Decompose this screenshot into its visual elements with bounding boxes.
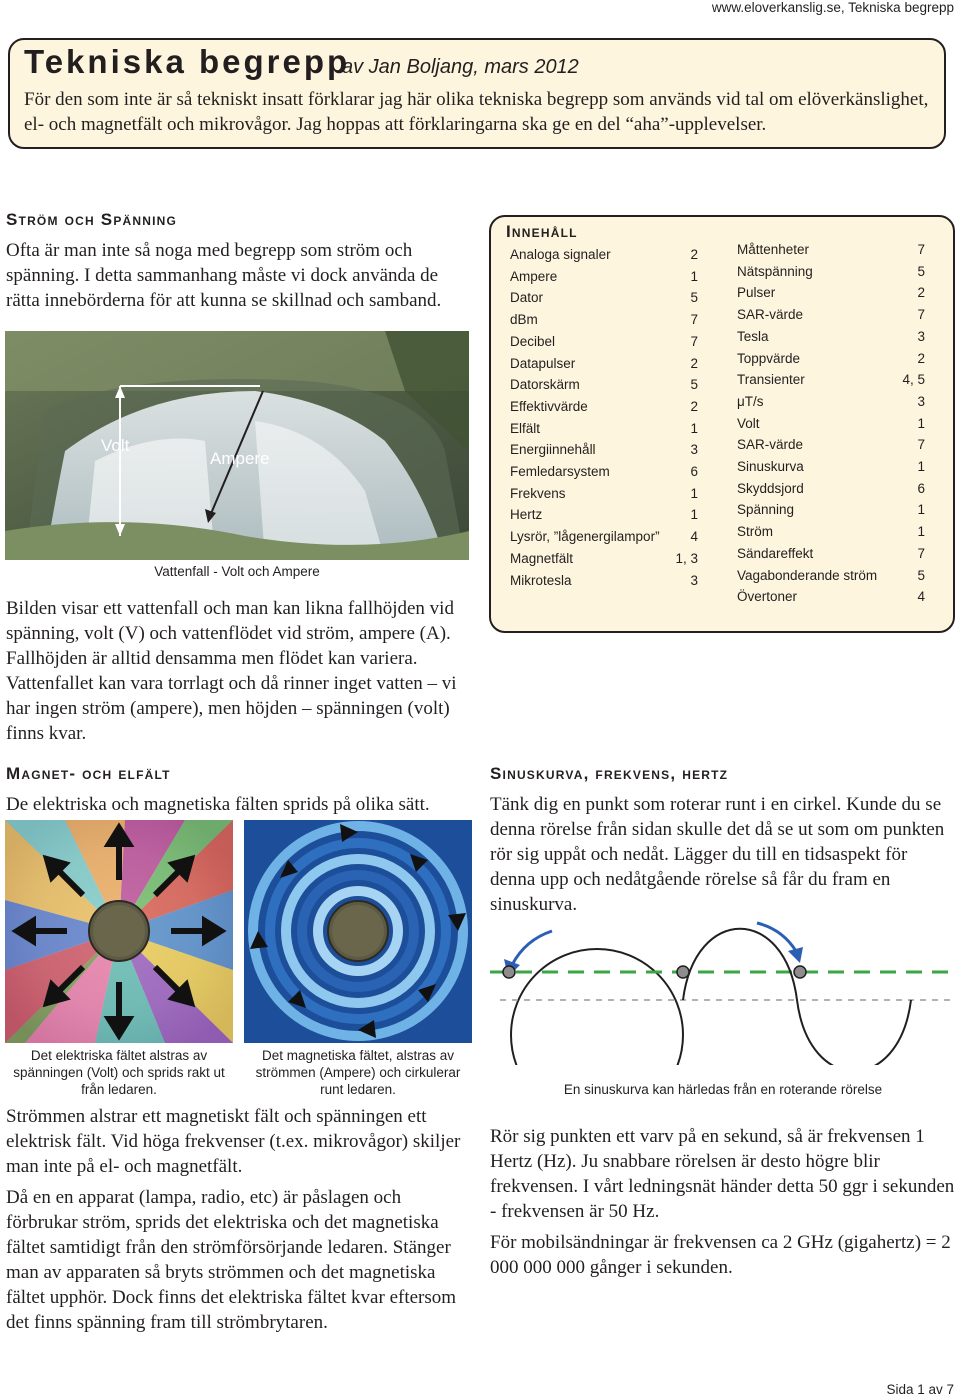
- toc-entry-page: 7: [917, 242, 925, 257]
- section-heading-strom: Ström och Spänning: [6, 210, 178, 229]
- toc-entry[interactable]: [510, 529, 698, 551]
- toc-entry-page: 3: [917, 328, 925, 344]
- toc-entry-page: 1, 3: [675, 550, 698, 566]
- toc-entry-name: Sändareffekt: [737, 545, 814, 561]
- sine-caption: En sinuskurva kan härledas från en roterande rörelse: [563, 1082, 883, 1097]
- waterfall-label-volt: Volt: [101, 436, 130, 455]
- toc-entry-page: 5: [690, 290, 698, 306]
- toc-entry-name: Lysrör, ”lågenergilampor”: [510, 529, 660, 545]
- toc-entry-name: Magnetfält: [510, 550, 574, 566]
- magnet-paragraph-2: Strömmen alstrar ett magnetiskt fält och spänningen ett elektrisk fält. Vid höga frekvenser (t.ex. mikrovågor) skiljer man inte på el- och magnetfält.: [6, 1106, 461, 1177]
- toc-entry[interactable]: [737, 372, 925, 394]
- section-heading-sinus: Sinuskurva, frekvens, hertz: [490, 764, 729, 783]
- toc-entry-name: μT/s: [737, 393, 764, 409]
- toc-entry-name: Pulser: [737, 285, 776, 301]
- toc-entry-page: 4: [690, 529, 698, 545]
- toc-entry-page: 2: [690, 398, 698, 414]
- toc-entry-page: 7: [690, 333, 698, 349]
- toc-entry[interactable]: [737, 242, 925, 264]
- toc-entry[interactable]: [737, 481, 925, 503]
- toc-entry-name: Ampere: [510, 268, 558, 284]
- toc-entry-name: Datorskärm: [510, 377, 580, 393]
- sinus-paragraph-1: Tänk dig en punkt som roterar runt i en cirkel. Kunde du se denna rörelse från sidan skulle det då se ut som om punkten rör sig uppåt och nedåt. Lägger du till en tidsaspekt för denna upp och nedåtgående rörelse så får du fram en sinuskurva.: [490, 794, 945, 915]
- toc-entry[interactable]: [737, 546, 925, 568]
- toc-entry[interactable]: [510, 551, 698, 573]
- toc-entry-page: 5: [917, 567, 925, 583]
- toc-entry-page: 2: [917, 350, 925, 366]
- toc-entry[interactable]: [510, 247, 698, 269]
- toc-left-column: [510, 247, 698, 617]
- toc-entry[interactable]: [510, 486, 698, 508]
- toc-entry-name: Datapulser: [510, 355, 576, 371]
- toc-entry-name: Spänning: [737, 502, 795, 518]
- toc-entry-name: Energiinnehåll: [510, 442, 596, 458]
- toc-entry[interactable]: [737, 285, 925, 307]
- toc-entry-name: Sinuskurva: [737, 459, 804, 474]
- toc-right-column: [737, 242, 925, 622]
- toc-entry-name: Decibel: [510, 333, 556, 349]
- sine-figure: [490, 915, 956, 1065]
- byline: av Jan Boljang, mars 2012: [342, 56, 579, 78]
- toc-entry-name: Måttenheter: [737, 242, 810, 257]
- toc-entry-name: Övertoner: [737, 589, 798, 605]
- page-title: Tekniska begrepp: [24, 43, 351, 80]
- toc-entry[interactable]: [510, 334, 698, 356]
- toc-entry-page: 6: [690, 464, 698, 479]
- electric-field-caption: Det elektriska fältet alstras av spänningen (Volt) och sprids rakt ut från ledaren.: [13, 1048, 225, 1097]
- magnetic-field-image: [244, 820, 472, 1043]
- sinus-paragraph-3: För mobilsändningar är frekvensen ca 2 GHz (gigahertz) = 2 000 000 000 gånger i sekunden.: [490, 1232, 951, 1278]
- toc-entry-name: Toppvärde: [737, 350, 801, 366]
- intro-text: För den som inte är så tekniskt insatt förklarar jag här olika tekniska begrepp som används vid tal om elöverkänslighet, el- och magnetfält och mikrovågor. Jag hoppas att förklaringarna ska ge en del “aha”-upplevelser.: [24, 89, 929, 135]
- sinus-paragraph-2: Rör sig punkten ett varv på en sekund, så är frekvensen 1 Hertz (Hz). Ju snabbare rörelsen är desto högre blir frekvensen. I vårt ledningsnät händer detta 50 ggr i sekunden - frekvensen är 50 Hz.: [490, 1126, 955, 1222]
- toc-entry-page: 7: [690, 312, 698, 328]
- toc-entry-page: 2: [690, 247, 698, 262]
- toc-entry[interactable]: [510, 290, 698, 312]
- toc-entry-page: 4: [917, 589, 925, 605]
- toc-entry[interactable]: [737, 524, 925, 546]
- toc-entry-page: 4, 5: [902, 372, 925, 388]
- toc-entry[interactable]: [510, 356, 698, 378]
- toc-entry-page: 1: [917, 502, 925, 518]
- toc-entry-name: Femledarsystem: [510, 464, 610, 479]
- magnet-paragraph-1: De elektriska och magnetiska fälten sprids på olika sätt.: [6, 794, 430, 815]
- toc-entry-page: 2: [690, 355, 698, 371]
- toc-entry[interactable]: [510, 399, 698, 421]
- waterfall-label-ampere: Ampere: [210, 449, 270, 468]
- toc-entry[interactable]: [737, 437, 925, 459]
- toc-entry[interactable]: [510, 507, 698, 529]
- strom-paragraph-1: Ofta är man inte så noga med begrepp som ström och spänning. I detta sammanhang måste vi dock använda de rätta innebörderna för att kunna se skillnad och samband.: [6, 240, 442, 311]
- toc-entry-page: 1: [690, 507, 698, 523]
- toc-entry[interactable]: [737, 307, 925, 329]
- toc-entry-name: Analoga signaler: [510, 247, 611, 262]
- page-number: Sida 1 av 7: [886, 1382, 954, 1397]
- toc-entry-page: 7: [917, 307, 925, 323]
- toc-entry-name: Volt: [737, 415, 760, 431]
- toc-entry-page: 3: [690, 572, 698, 588]
- toc-entry-name: Skyddsjord: [737, 480, 804, 496]
- toc-entry-name: Dator: [510, 290, 544, 306]
- toc-entry-name: dBm: [510, 312, 538, 328]
- toc-entry-page: 7: [917, 437, 925, 453]
- toc-entry-page: 3: [690, 442, 698, 458]
- toc-entry-page: 1: [690, 268, 698, 284]
- toc-entry-name: Vagabonderande ström: [737, 567, 878, 583]
- header-url-title: www.eloverkanslig.se, Tekniska begrepp: [711, 0, 954, 15]
- toc-entry[interactable]: [737, 329, 925, 351]
- toc-entry[interactable]: [737, 351, 925, 373]
- toc-entry[interactable]: [737, 502, 925, 524]
- toc-entry[interactable]: [510, 269, 698, 291]
- toc-entry-name: Frekvens: [510, 485, 566, 501]
- section-heading-magnet: Magnet- och elfält: [6, 764, 171, 783]
- toc-entry-name: SAR-värde: [737, 307, 804, 323]
- toc-entry-page: 5: [917, 263, 925, 279]
- toc-entry[interactable]: [737, 568, 925, 590]
- toc-entry[interactable]: [737, 394, 925, 416]
- toc-entry-name: SAR-värde: [737, 437, 804, 453]
- toc-entry-name: Elfält: [510, 420, 541, 436]
- toc-entry[interactable]: [737, 416, 925, 438]
- toc-entry-page: 1: [917, 415, 925, 431]
- toc-entry[interactable]: [510, 573, 698, 595]
- magnet-paragraph-3: Då en en apparat (lampa, radio, etc) är påslagen och förbrukar ström, sprids det elektriska och det magnetiska fältet samtidigt från den strömförsörjande ledaren. Stänger man av apparaten så bryts strömmen och det magnetiska fältet upphör. Dock finns det elektriska fältet kvar eftersom det finns spänning fram till strömbrytaren.: [6, 1187, 457, 1333]
- toc-entry-page: 1: [917, 524, 925, 540]
- toc-entry-page: 1: [690, 420, 698, 436]
- toc-entry-name: Mikrotesla: [510, 572, 572, 588]
- strom-paragraph-2: Bilden visar ett vattenfall och man kan likna fallhöjden vid spänning, volt (V) och vattenflödet vid ström, ampere (A). Fallhöjden är alltid densamma men flödet kan variera. Vattenfallet kan vara torrlagt och då rinner inget vatten – vi har ingen ström (ampere), men höjden – spänningen (volt) finns kvar.: [6, 598, 457, 744]
- toc-entry[interactable]: [510, 442, 698, 464]
- toc-entry-name: Hertz: [510, 507, 543, 523]
- toc-entry[interactable]: [737, 459, 925, 481]
- toc-entry-page: 7: [917, 545, 925, 561]
- toc-entry-page: 3: [917, 393, 925, 409]
- toc-entry-name: Tesla: [737, 328, 769, 344]
- magnetic-field-caption: Det magnetiska fältet, alstras av strömmen (Ampere) och cirkulerar runt ledaren.: [255, 1048, 461, 1097]
- toc-entry[interactable]: [737, 264, 925, 286]
- toc-entry-name: Ström: [737, 524, 774, 540]
- waterfall-image: [5, 331, 469, 560]
- waterfall-caption: Vattenfall - Volt och Ampere: [154, 564, 320, 579]
- toc-entry-page: 1: [690, 485, 698, 501]
- toc-entry-page: 6: [917, 480, 925, 496]
- toc-entry-name: Nätspänning: [737, 263, 813, 279]
- toc-entry[interactable]: [510, 421, 698, 443]
- toc-entry[interactable]: [737, 589, 925, 611]
- toc-entry[interactable]: [510, 464, 698, 486]
- electric-field-image: [5, 820, 233, 1043]
- toc-entry-name: Transienter: [737, 372, 805, 388]
- toc-entry-page: 5: [690, 377, 698, 393]
- toc-entry[interactable]: [510, 377, 698, 399]
- toc-entry-page: 2: [917, 285, 925, 301]
- toc-entry-name: Effektivvärde: [510, 398, 588, 414]
- toc-entry-page: 1: [917, 459, 925, 474]
- toc-entry[interactable]: [510, 312, 698, 334]
- toc-heading: Innehåll: [506, 222, 578, 241]
